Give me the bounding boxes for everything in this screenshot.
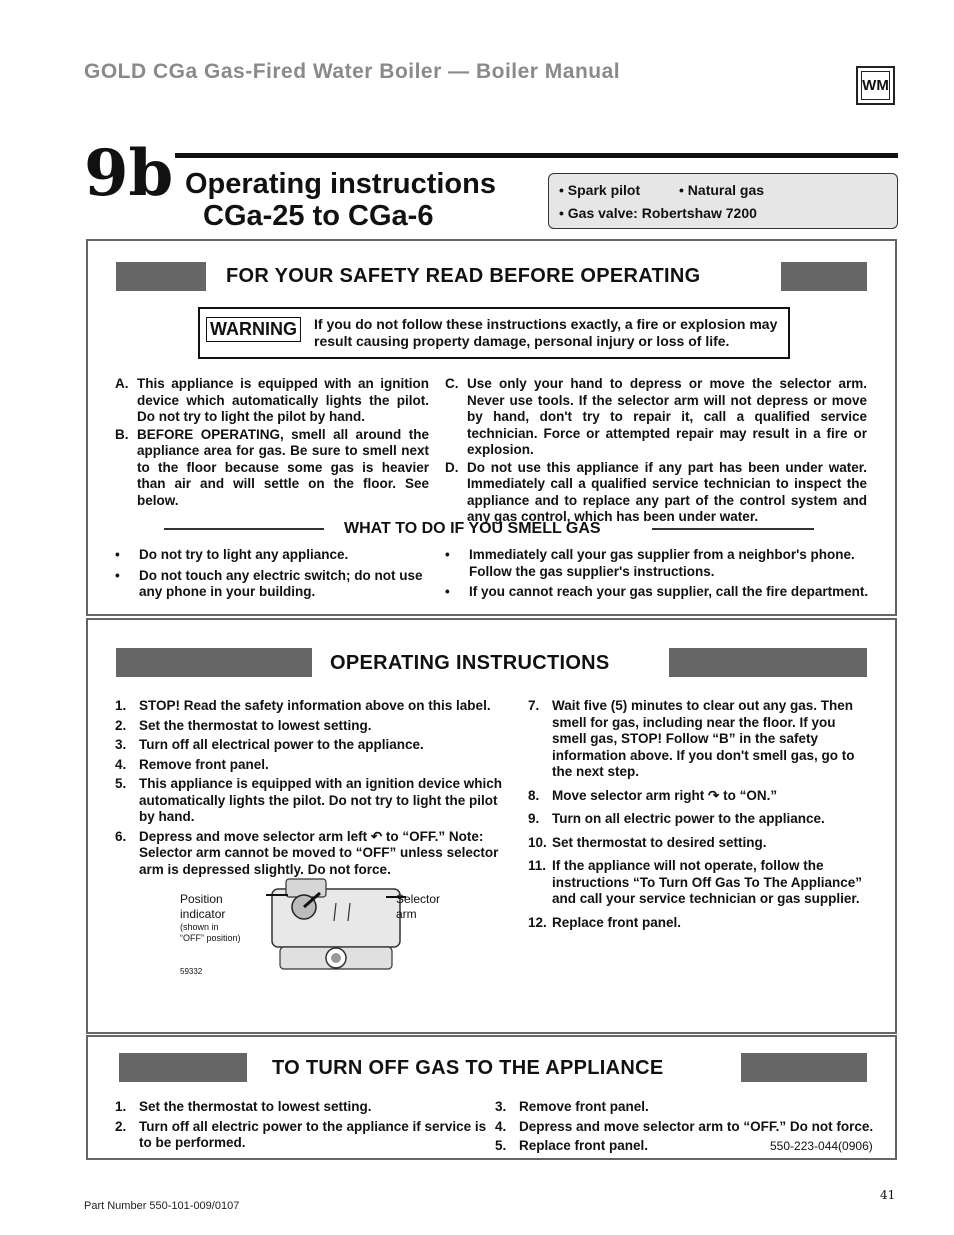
spec-row-1 xyxy=(559,179,887,202)
title-bar-left xyxy=(116,648,312,677)
operating-step: 3. Turn off all electrical power to the appliance. xyxy=(115,737,424,752)
section-number: 9b xyxy=(84,136,174,211)
gas-col-right xyxy=(445,547,869,605)
title-bar-right xyxy=(781,262,867,291)
title-bar-left xyxy=(116,262,206,291)
operating-step: 4. Remove front panel. xyxy=(115,756,269,772)
operating-step: 9. Turn on all electric power to the appliance. xyxy=(528,811,825,826)
figure-label-selector: Selector arm xyxy=(396,892,441,921)
turn-off-step: 4. Depress and move selector arm to “OFF.” Do not force. xyxy=(495,1118,874,1134)
part-number: Part Number 550-101-009/0107 xyxy=(84,1200,240,1212)
operating-step: 6. Depress and move selector arm left ↶ to “OFF.” Note: Selector arm cannot be moved to “OFF” unless selector arm is depressed slightly. Do not force. xyxy=(115,828,499,877)
gas-valve-illustration xyxy=(266,875,406,975)
page-number: 41 xyxy=(880,1188,896,1202)
spec-fuel: • Natural gas xyxy=(679,182,765,198)
turn-off-step: 1. Set the thermostat to lowest setting. xyxy=(115,1099,372,1114)
turn-off-col-left xyxy=(115,1099,487,1155)
section-rule xyxy=(175,153,898,158)
safety-item: A. This appliance is equipped with an ignition device which automatically lights the pilot. Do not try to light the pilot by hand. xyxy=(115,376,429,424)
title-bar-right xyxy=(741,1053,867,1082)
operating-step: 2. Set the thermostat to lowest setting. xyxy=(115,717,372,733)
safety-col-left xyxy=(115,376,429,510)
warning-box xyxy=(198,307,790,359)
safety-title: FOR YOUR SAFETY READ BEFORE OPERATING xyxy=(226,265,701,287)
logo-text: WM xyxy=(862,77,889,94)
figure-number: 59332 xyxy=(180,967,203,976)
turn-off-title: TO TURN OFF GAS TO THE APPLIANCE xyxy=(272,1057,664,1079)
divider-line xyxy=(652,528,814,530)
gas-item: • Do not touch any electric switch; do not use any phone in your building. xyxy=(115,567,423,599)
operating-col-left xyxy=(115,698,512,881)
smell-gas-title: WHAT TO DO IF YOU SMELL GAS xyxy=(344,520,601,537)
gas-item: • Do not try to light any appliance. xyxy=(115,547,349,562)
section-title-line1: Operating instructions xyxy=(185,168,496,200)
gas-col-left xyxy=(115,547,431,605)
operating-panel xyxy=(86,618,897,1034)
safety-item: C. Use only your hand to depress or move the selector arm. Never use tools. If the selector arm will not depress or move by hand, don't try to repair it, call a qualified service technician. Force or attempted repair may result in a fire or explosion. xyxy=(445,376,867,457)
safety-item: B. BEFORE OPERATING, smell all around the appliance area for gas. Be sure to smell next to the floor because some gas is heavier than air and will settle on the floor. See below. xyxy=(115,426,429,508)
operating-step: 1. STOP! Read the safety information above on this label. xyxy=(115,698,491,713)
operating-step: 5. This appliance is equipped with an ignition device which automatically lights the pilot. Do not try to light the pilot by hand. xyxy=(115,776,503,824)
safety-panel xyxy=(86,239,897,616)
operating-step: 12. Replace front panel. xyxy=(528,914,682,930)
gas-item: • If you cannot reach your gas supplier, call the fire department. xyxy=(445,584,869,599)
turn-off-panel xyxy=(86,1035,897,1160)
safety-col-right xyxy=(445,376,867,527)
label-document-code: 550-223-044(0906) xyxy=(770,1139,873,1153)
operating-step: 7. Wait five (5) minutes to clear out any gas. Then smell for gas, including near the floor. If you smell gas, STOP! Follow “B” in the safety information above. If you don't smell gas, go to the next step. xyxy=(528,698,855,779)
spec-ignition: • Spark pilot xyxy=(559,182,641,198)
figure-label-position: Position indicator (shown in “OFF” position) xyxy=(180,892,241,943)
gas-item: • Immediately call your gas supplier from a neighbor's phone. Follow the gas supplier's instructions. xyxy=(445,547,855,579)
weil-mclain-logo xyxy=(856,66,895,105)
operating-title: OPERATING INSTRUCTIONS xyxy=(330,652,610,674)
section-title xyxy=(185,168,496,232)
manual-header-title: GOLD CGa Gas-Fired Water Boiler — Boiler Manual xyxy=(84,60,621,83)
operating-col-right xyxy=(528,698,868,934)
warning-label: WARNING xyxy=(206,317,301,342)
warning-text: If you do not follow these instructions exactly, a fire or explosion may result causing property damage, personal injury or loss of life. xyxy=(314,316,778,349)
spec-box xyxy=(548,173,898,229)
title-bar-right xyxy=(669,648,867,677)
turn-off-step: 2. Turn off all electric power to the appliance if service is to be performed. xyxy=(115,1118,487,1150)
divider-line xyxy=(164,528,324,530)
title-bar-left xyxy=(119,1053,247,1082)
turn-off-step: 3. Remove front panel. xyxy=(495,1099,649,1114)
operating-step: 11. If the appliance will not operate, follow the instructions “To Turn Off Gas To The Appliance” and call your service technician or gas supplier. xyxy=(528,858,863,906)
operating-step: 8. Move selector arm right ↷ to “ON.” xyxy=(528,787,778,803)
spec-gas-valve: • Gas valve: Robertshaw 7200 xyxy=(559,205,757,221)
section-title-line2: CGa-25 to CGa-6 xyxy=(203,200,434,232)
safety-item: D. Do not use this appliance if any part has been under water. Immediately call a qualified service technician to inspect the appliance and to replace any part of the control system and any gas control, which has been under water. xyxy=(445,459,867,524)
operating-step: 10. Set thermostat to desired setting. xyxy=(528,834,767,850)
turn-off-step: 5. Replace front panel. xyxy=(495,1138,649,1153)
